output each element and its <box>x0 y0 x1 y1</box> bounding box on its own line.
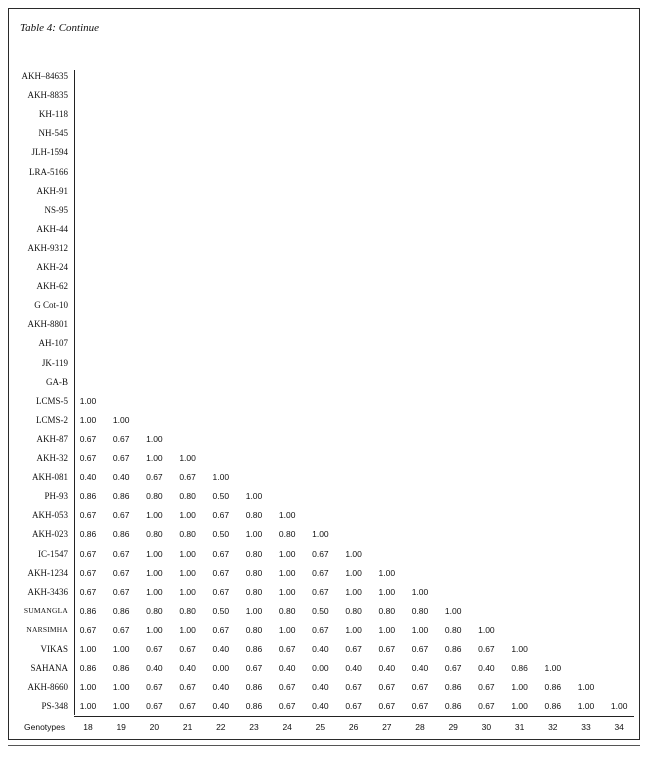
genotypes-label: Genotypes <box>24 722 66 732</box>
matrix-cell: 0.80 <box>245 567 263 578</box>
matrix-cell: 0.80 <box>179 491 196 502</box>
row-label: AKH-081 <box>32 472 68 483</box>
matrix-cell: 0.40 <box>112 472 130 483</box>
matrix-cell: 0.50 <box>212 605 230 616</box>
matrix-cell: 1.00 <box>378 586 396 597</box>
matrix-cell: 0.67 <box>278 682 296 693</box>
row-label: AKH-053 <box>32 510 68 521</box>
column-label: 25 <box>315 722 326 732</box>
matrix-cell: 0.67 <box>112 624 130 635</box>
matrix-cell: 0.80 <box>179 605 196 616</box>
matrix-cell: 0.80 <box>411 605 429 616</box>
matrix-cell: 1.00 <box>179 567 196 578</box>
matrix-cell: 1.00 <box>378 567 396 578</box>
matrix-cell: 1.00 <box>312 529 329 540</box>
matrix-cell: 1.00 <box>112 682 130 693</box>
matrix-cell: 1.00 <box>112 701 130 712</box>
matrix-cell: 0.80 <box>245 624 263 635</box>
matrix-cell: 0.80 <box>245 510 263 521</box>
matrix-cell: 0.40 <box>312 701 329 712</box>
matrix-cell: 1.00 <box>146 624 163 635</box>
matrix-cell: 0.86 <box>112 491 130 502</box>
matrix-cell: 0.67 <box>112 510 130 521</box>
row-label: G Cot-10 <box>34 300 68 311</box>
matrix-cell: 0.80 <box>245 586 263 597</box>
matrix-cell: 1.00 <box>79 701 97 712</box>
matrix-cell: 0.67 <box>112 567 130 578</box>
row-label: JK-119 <box>41 357 68 368</box>
matrix-cell: 0.80 <box>378 605 396 616</box>
column-label: 20 <box>149 722 160 732</box>
matrix-cell: 1.00 <box>610 701 628 712</box>
matrix-cell: 1.00 <box>345 567 362 578</box>
matrix-cell: 0.86 <box>444 644 462 654</box>
row-label: AKH-9312 <box>27 242 68 253</box>
matrix-cell: 1.00 <box>212 472 230 483</box>
matrix-cell: 0.86 <box>79 663 97 674</box>
matrix-cell: 1.00 <box>278 586 296 597</box>
matrix-cell: 0.67 <box>312 567 329 578</box>
column-label: 24 <box>282 722 292 732</box>
matrix-cell: 1.00 <box>245 491 263 502</box>
column-label: 22 <box>216 722 226 732</box>
matrix-cell: 0.50 <box>212 491 230 502</box>
matrix-cell: 1.00 <box>577 701 595 712</box>
row-label: IC-1547 <box>38 548 68 559</box>
table-caption: Table 4: Continue <box>20 22 100 34</box>
matrix-cell: 0.67 <box>378 701 396 712</box>
matrix-cell: 0.40 <box>146 663 163 674</box>
matrix-cell: 1.00 <box>511 701 528 712</box>
matrix-cell: 0.67 <box>478 682 495 693</box>
row-label: PH-93 <box>44 491 68 502</box>
matrix-cell: 0.40 <box>312 644 329 654</box>
matrix-cell: 0.67 <box>79 586 97 597</box>
matrix-cell: 0.80 <box>278 605 296 616</box>
row-label: AKH-24 <box>36 262 68 272</box>
matrix-cell: 1.00 <box>345 586 362 597</box>
column-label: 30 <box>481 722 492 732</box>
matrix-cell: 0.67 <box>146 682 163 693</box>
matrix-cell: 0.67 <box>444 663 462 674</box>
matrix-cell: 1.00 <box>179 586 196 597</box>
row-label: NARSIMHA <box>26 624 68 634</box>
matrix-cell: 1.00 <box>79 644 97 654</box>
row-label: AH-107 <box>38 338 68 349</box>
matrix-cell: 1.00 <box>179 624 196 635</box>
matrix-cell: 0.40 <box>345 663 362 674</box>
matrix-cell: 0.86 <box>79 529 97 540</box>
matrix-cell: 0.67 <box>179 472 196 483</box>
matrix-cell: 0.80 <box>345 605 362 616</box>
matrix-cell: 1.00 <box>179 548 196 559</box>
matrix-cell: 1.00 <box>444 605 462 616</box>
matrix-cell: 1.00 <box>79 682 97 693</box>
matrix-cell: 0.67 <box>112 548 130 559</box>
column-label: 21 <box>182 722 193 732</box>
matrix-cell: 1.00 <box>146 586 163 597</box>
matrix-cell: 1.00 <box>511 644 528 654</box>
row-label: AKH-32 <box>36 453 68 463</box>
column-label: 18 <box>83 722 93 732</box>
matrix-cell: 1.00 <box>278 567 296 578</box>
matrix-cell: 0.40 <box>212 644 230 654</box>
row-label: NS-95 <box>44 204 68 215</box>
row-label: AKH-87 <box>36 433 68 444</box>
row-label: AKH-3436 <box>27 586 68 597</box>
matrix-cell: 0.67 <box>79 567 97 578</box>
row-label: LRA-5166 <box>29 166 68 177</box>
row-label: AKH-1234 <box>27 567 68 578</box>
column-label: 34 <box>614 722 624 732</box>
matrix-cell: 0.67 <box>411 682 429 693</box>
matrix-cell: 0.86 <box>245 682 263 693</box>
matrix-cell: 0.67 <box>245 663 263 674</box>
matrix-cell: 0.50 <box>212 529 230 540</box>
matrix-cell: 0.86 <box>245 644 263 654</box>
matrix-cell: 1.00 <box>245 605 263 616</box>
matrix-cell: 0.86 <box>444 701 462 712</box>
matrix-cell: 0.80 <box>146 491 163 502</box>
matrix-cell: 0.67 <box>79 433 97 444</box>
matrix-cell: 0.40 <box>79 472 97 483</box>
matrix-cell: 0.67 <box>146 472 163 483</box>
column-header-divider <box>74 716 634 717</box>
matrix-cell: 1.00 <box>112 644 130 654</box>
matrix-cell: 0.86 <box>112 663 130 674</box>
matrix-cell: 0.67 <box>79 548 97 559</box>
matrix-cell: 0.67 <box>112 433 130 444</box>
row-label: NH-545 <box>38 128 68 139</box>
matrix-cell: 0.40 <box>179 663 196 674</box>
matrix-cell: 0.40 <box>411 663 429 674</box>
matrix-cell: 0.67 <box>312 548 329 559</box>
matrix-cell: 0.67 <box>212 567 230 578</box>
column-label: 26 <box>348 722 359 732</box>
matrix-cell: 0.80 <box>146 605 163 616</box>
matrix-cell: 0.40 <box>212 682 230 693</box>
row-label: AKH-8801 <box>27 319 68 330</box>
matrix-cell: 0.40 <box>312 682 329 693</box>
row-label: PS-348 <box>41 701 68 712</box>
matrix-cell: 1.00 <box>278 510 296 521</box>
matrix-cell: 0.67 <box>278 644 296 654</box>
matrix-cell: 1.00 <box>544 663 562 674</box>
matrix-cell: 0.80 <box>444 624 462 635</box>
matrix-cell: 0.67 <box>179 644 196 654</box>
matrix-cell: 1.00 <box>146 453 163 463</box>
row-label: KH-118 <box>38 109 68 120</box>
row-label: JLH-1594 <box>31 147 68 158</box>
matrix-cell: 1.00 <box>411 624 429 635</box>
row-label: GA-B <box>46 376 68 387</box>
matrix-cell: 0.67 <box>146 644 163 654</box>
matrix-cell: 0.86 <box>112 529 130 540</box>
matrix-cell: 0.86 <box>511 663 528 674</box>
row-label-divider <box>74 70 75 715</box>
column-label: 19 <box>116 722 126 732</box>
row-label: LCMS-2 <box>35 414 68 425</box>
matrix-cell: 0.67 <box>146 701 163 712</box>
matrix-cell: 0.80 <box>179 529 196 540</box>
matrix-cell: 0.00 <box>212 663 230 674</box>
matrix-cell: 0.67 <box>478 701 495 712</box>
matrix-cell: 1.00 <box>146 510 163 521</box>
row-label: VIKAS <box>40 644 68 654</box>
matrix-cell: 0.80 <box>146 529 163 540</box>
matrix-cell: 1.00 <box>146 433 163 444</box>
row-label: AKH-023 <box>32 529 68 540</box>
matrix-cell: 0.86 <box>79 491 97 502</box>
matrix-cell: 0.00 <box>312 663 329 674</box>
column-label: 28 <box>415 722 425 732</box>
matrix-cell: 0.67 <box>212 510 230 521</box>
matrix-cell: 1.00 <box>278 548 296 559</box>
matrix-cell: 1.00 <box>79 414 97 425</box>
matrix-cell: 0.67 <box>79 624 97 635</box>
matrix-cell: 1.00 <box>345 548 362 559</box>
matrix-cell: 0.67 <box>79 453 97 463</box>
column-label: 27 <box>382 722 392 732</box>
matrix-cell: 1.00 <box>411 586 429 597</box>
matrix-cell: 1.00 <box>511 682 528 693</box>
matrix-cell: 0.67 <box>345 644 362 654</box>
row-label: AKH-8835 <box>27 90 68 101</box>
matrix-cell: 0.80 <box>278 529 296 540</box>
matrix-cell: 0.67 <box>478 644 495 654</box>
row-label: LCMS-5 <box>35 395 68 406</box>
column-label: 32 <box>548 722 558 732</box>
matrix-cell: 0.67 <box>79 510 97 521</box>
matrix-cell: 0.67 <box>278 701 296 712</box>
matrix-cell: 0.86 <box>444 682 462 693</box>
row-label: SAHANA <box>30 663 68 674</box>
matrix-cell: 0.67 <box>179 701 196 712</box>
column-label: 31 <box>514 722 525 732</box>
matrix-cell: 0.67 <box>378 644 396 654</box>
matrix-cell: 0.40 <box>478 663 495 674</box>
matrix-cell: 1.00 <box>345 624 362 635</box>
matrix-cell: 0.50 <box>312 605 329 616</box>
matrix-cell: 0.40 <box>378 663 396 674</box>
matrix-cell: 1.00 <box>179 510 196 521</box>
matrix-cell: 0.67 <box>312 624 329 635</box>
matrix-cell: 1.00 <box>278 624 296 635</box>
matrix-cell: 0.86 <box>544 701 562 712</box>
row-label: AKH-62 <box>36 281 68 292</box>
matrix-cell: 0.67 <box>411 701 429 712</box>
matrix-cell: 0.86 <box>245 701 263 712</box>
row-label: AKH–84635 <box>21 71 68 81</box>
matrix-cell: 0.67 <box>212 586 230 597</box>
matrix-cell: 1.00 <box>112 414 130 425</box>
column-label: 33 <box>581 722 591 732</box>
matrix-cell: 1.00 <box>577 682 595 693</box>
column-label: 29 <box>448 722 458 732</box>
row-label: AKH-91 <box>36 185 68 196</box>
matrix-cell: 0.40 <box>278 663 296 674</box>
matrix-cell: 0.67 <box>212 548 230 559</box>
matrix-cell: 1.00 <box>378 624 396 635</box>
matrix-cell: 0.67 <box>345 701 362 712</box>
matrix-cell: 0.80 <box>245 548 263 559</box>
matrix-cell: 0.67 <box>112 586 130 597</box>
row-label: AKH-8660 <box>27 682 68 693</box>
matrix-cell: 1.00 <box>179 453 196 463</box>
matrix-cell: 0.67 <box>212 624 230 635</box>
column-label: 23 <box>249 722 259 732</box>
matrix-cell: 1.00 <box>146 548 163 559</box>
matrix-cell: 0.86 <box>79 605 97 616</box>
matrix-cell: 0.67 <box>411 644 429 654</box>
matrix-cell: 1.00 <box>478 624 495 635</box>
row-label: AKH-44 <box>36 223 68 234</box>
matrix-cell: 0.67 <box>112 453 130 463</box>
matrix-cell: 0.67 <box>312 586 329 597</box>
matrix-cell: 0.86 <box>112 605 130 616</box>
matrix-cell: 1.00 <box>146 567 163 578</box>
matrix-cell: 0.40 <box>212 701 230 712</box>
matrix-cell: 0.67 <box>179 682 196 693</box>
row-label: SUMANGLA <box>23 605 68 615</box>
matrix-cell: 0.67 <box>378 682 396 693</box>
matrix-cell: 1.00 <box>245 529 263 540</box>
matrix-cell: 0.67 <box>345 682 362 693</box>
matrix-cell: 0.86 <box>544 682 562 693</box>
matrix-cell: 1.00 <box>79 395 97 406</box>
